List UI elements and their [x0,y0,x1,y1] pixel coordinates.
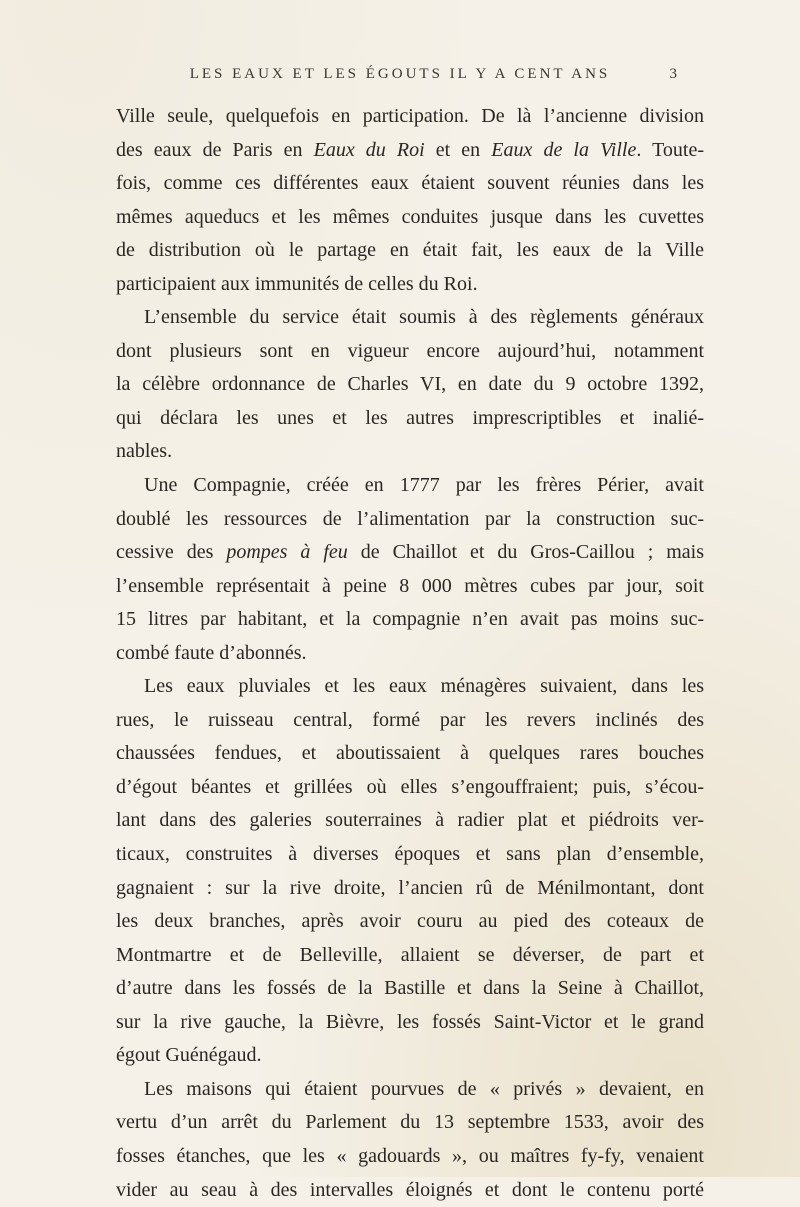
text-line [116,737,704,771]
text-line [116,804,704,838]
text-run: de distribution où le partage en était fait, les eaux de la Ville [116,239,704,261]
text-run: d’autre dans les fossés de la Bastille et dans la Seine à Chaillot, [116,977,704,999]
text-line [116,335,704,369]
text-run: ticaux, construites à diverses époques et sans plan d’ensemble, [116,843,704,865]
text-run: qui déclara les unes et les autres imprescriptibles et inalié- [116,407,704,429]
text-run: 15 litres par habitant, et la compagnie n’en avait pas moins suc- [116,608,704,630]
text-line [116,402,704,436]
text-run: doublé les ressources de l’alimentation par la construction suc- [116,508,704,530]
text-line [116,1140,704,1174]
text-line [116,435,704,469]
text-line [116,268,704,302]
text-run: Montmartre et de Belleville, allaient se déverser, de part et [116,944,704,966]
text-line [116,536,704,570]
text-run: combé faute d’abonnés. [116,642,306,664]
paragraph [116,1073,704,1207]
text-run: d’égout béantes et grillées où elles s’engouffraient; puis, s’écou- [116,776,704,798]
text-line [116,503,704,537]
text-line [116,469,704,503]
paragraph [116,301,704,469]
text-line [116,368,704,402]
italic-text: pompes à feu [226,541,347,563]
text-run: dont plusieurs sont en vigueur encore aujourd’hui, notamment [116,340,704,362]
text-line [116,972,704,1006]
text-run: fois, comme ces différentes eaux étaient souvent réunies dans les [116,172,704,194]
text-line [116,838,704,872]
text-run: sur la rive gauche, la Bièvre, les fossés Saint-Victor et le grand [116,1011,704,1033]
text-line [116,872,704,906]
text-run: égout Guénégaud. [116,1044,262,1066]
paragraph [116,670,704,1073]
text-line [116,100,704,134]
text-run: des eaux de Paris en [116,139,314,161]
italic-text: Eaux du Roi [314,139,425,161]
text-line [116,301,704,335]
text-run: Les maisons qui étaient pourvues de « privés » devaient, en [144,1078,704,1100]
text-line [116,603,704,637]
text-run: rues, le ruisseau central, formé par les revers inclinés des [116,709,704,731]
text-run: l’ensemble représentait à peine 8 000 mètres cubes par jour, soit [116,575,704,597]
text-run: Ville seule, quelquefois en participation. De là l’ancienne division [116,105,704,127]
text-line [116,670,704,704]
text-run: la célèbre ordonnance de Charles VI, en date du 9 octobre 1392, [116,373,704,395]
text-run: L’ensemble du service était soumis à des règlements généraux [144,306,704,328]
text-line [116,1006,704,1040]
running-title: LES EAUX ET LES ÉGOUTS IL Y A CENT ANS [0,66,800,83]
text-run: chaussées fendues, et aboutissaient à quelques rares bouches [116,742,704,764]
text-run: vertu d’un arrêt du Parlement du 13 septembre 1533, avoir des [116,1111,704,1133]
text-run: mêmes aqueducs et les mêmes conduites jusque dans les cuvettes [116,206,704,228]
text-line [116,134,704,168]
text-line [116,167,704,201]
text-line [116,1174,704,1207]
text-run: Une Compagnie, créée en 1777 par les frères Périer, avait [144,474,704,496]
text-run: lant dans des galeries souterraines à radier plat et piédroits ver- [116,809,704,831]
paragraph [116,469,704,670]
text-run: . Toute- [636,139,704,161]
text-run: nables. [116,440,172,462]
text-run: et en [425,139,492,161]
text-run: de Chaillot et du Gros-Caillou ; mais [348,541,704,563]
text-line [116,939,704,973]
text-line [116,1106,704,1140]
text-run: gagnaient : sur la rive droite, l’ancien rû de Ménilmontant, dont [116,877,704,899]
text-line [116,1073,704,1107]
running-head [0,66,800,90]
text-line [116,637,704,671]
text-run: fosses étanches, que les « gadouards », ou maîtres fy-fy, venaient [116,1145,704,1167]
body-text [116,100,704,1207]
text-line [116,1039,704,1073]
paragraph [116,100,704,301]
text-run: participaient aux immunités de celles du Roi. [116,273,478,295]
text-line [116,201,704,235]
text-line [116,771,704,805]
text-run: les deux branches, après avoir couru au pied des coteaux de [116,910,704,932]
italic-text: Eaux de la Ville [491,139,636,161]
text-run: Les eaux pluviales et les eaux ménagères suivaient, dans les [144,675,704,697]
text-line [116,234,704,268]
text-run: vider au seau à des intervalles éloignés et dont le contenu porté [116,1179,704,1201]
page-number: 3 [670,66,681,83]
text-line [116,905,704,939]
text-run: cessive des [116,541,226,563]
text-line [116,570,704,604]
text-line [116,704,704,738]
